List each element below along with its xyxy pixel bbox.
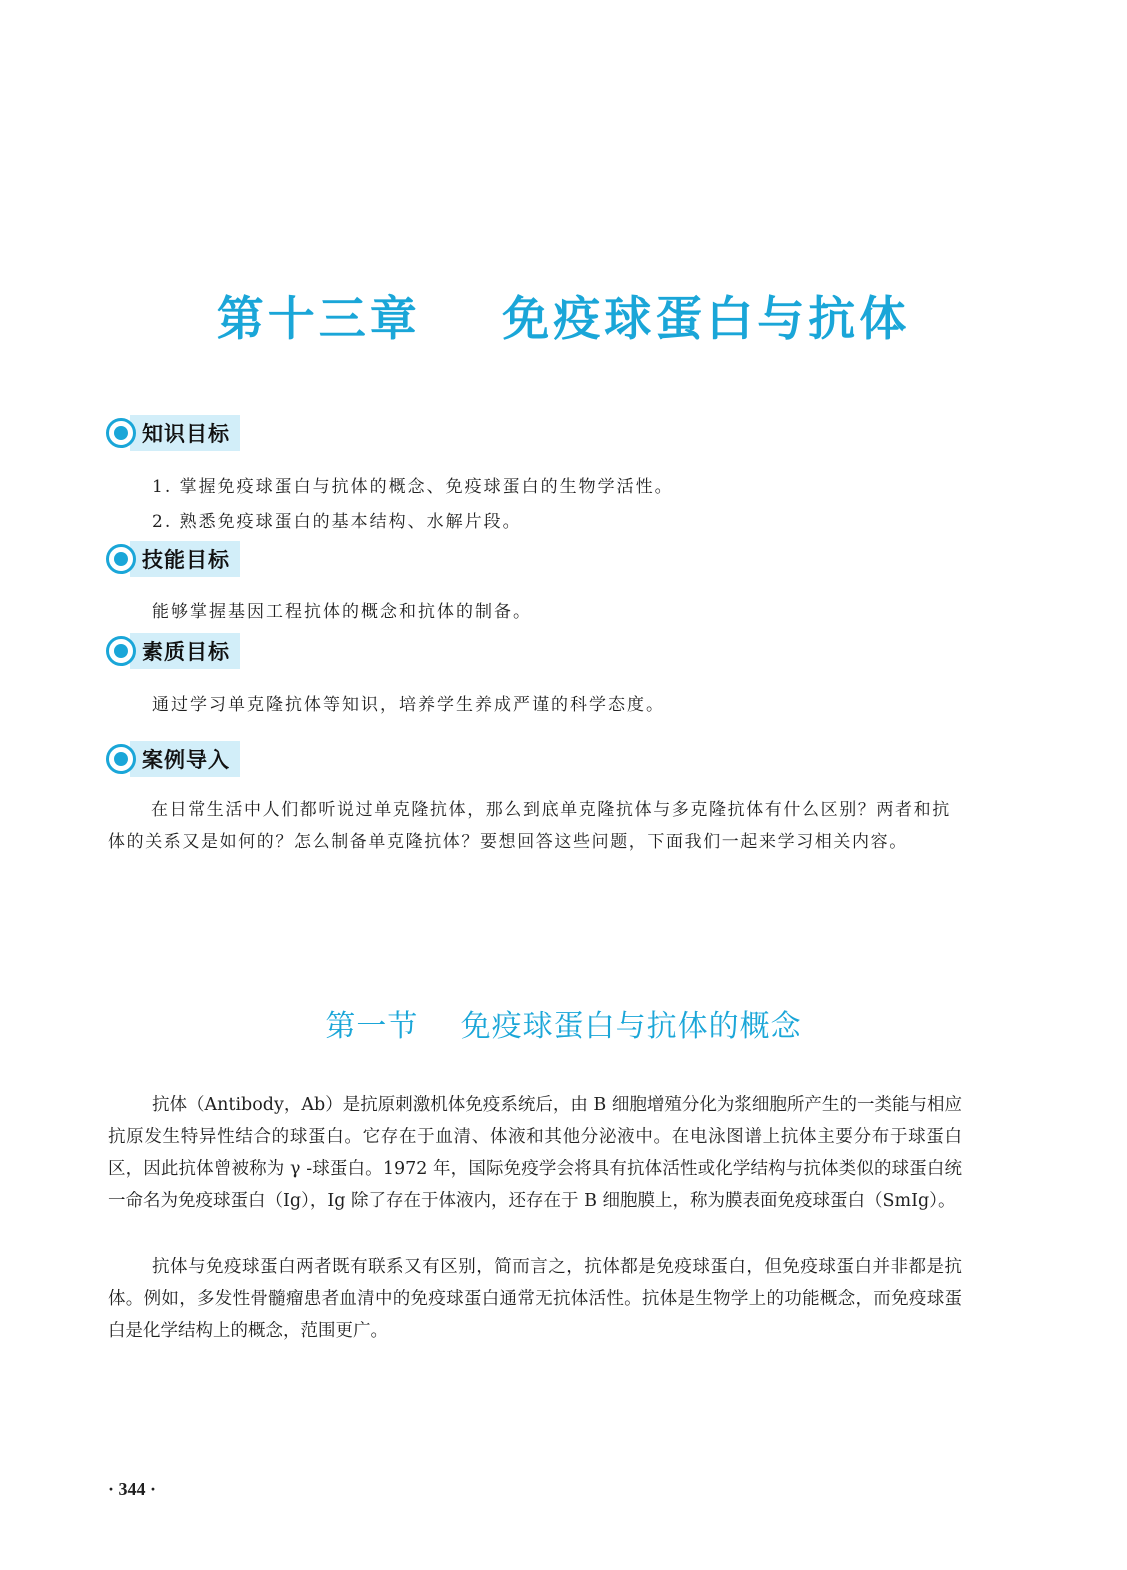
skill-item: 能够掌握基因工程抗体的概念和抗体的制备。 — [152, 602, 532, 622]
target-icon — [106, 418, 136, 448]
heading-label: 素质目标 — [130, 633, 240, 669]
body-paragraph-2: 抗体与免疫球蛋白两者既有联系又有区别，简而言之，抗体都是免疫球蛋白，但免疫球蛋白并非都是抗体。例如，多发性骨髓瘤患者血清中的免疫球蛋白通常无抗体活性。抗体是生物学上的功能概念，而免疫球蛋白是化学结构上的概念，范围更广。 — [108, 1257, 962, 1341]
page-number: · 344 · — [108, 1479, 157, 1499]
target-icon — [106, 544, 136, 574]
chapter-title: 第十三章 免疫球蛋白与抗体 — [216, 292, 911, 347]
knowledge-objectives-heading — [106, 416, 240, 450]
quality-item: 通过学习单克隆抗体等知识，培养学生养成严谨的科学态度。 — [152, 695, 665, 715]
heading-label: 技能目标 — [130, 541, 240, 577]
target-icon — [106, 636, 136, 666]
body-paragraph-1: 抗体（Antibody，Ab）是抗原刺激机体免疫系统后，由 B 细胞增殖分化为浆细胞所产生的一类能与相应抗原发生特异性结合的球蛋白。它存在于血清、体液和其他分泌液中。在电泳图谱上抗体主要分布于球蛋白区，因此抗体曾被称为 γ -球蛋白。1972 年，国际免疫学会将具有抗体活性或化学结构与抗体类似的球蛋白统一命名为免疫球蛋白（Ig），Ig 除了存在于体液内，还存在于 B 细胞膜上，称为膜表面免疫球蛋白（SmIg）。 — [108, 1095, 962, 1211]
skill-objectives-heading — [106, 542, 240, 576]
section-title: 第一节 免疫球蛋白与抗体的概念 — [325, 1009, 802, 1044]
heading-label: 知识目标 — [130, 415, 240, 451]
knowledge-item-1: 1. 掌握免疫球蛋白与抗体的概念、免疫球蛋白的生物学活性。 — [152, 477, 674, 497]
heading-label: 案例导入 — [130, 741, 240, 777]
case-intro-heading — [106, 742, 240, 776]
knowledge-item-2: 2. 熟悉免疫球蛋白的基本结构、水解片段。 — [152, 512, 522, 532]
target-icon — [106, 744, 136, 774]
case-intro-paragraph: 在日常生活中人们都听说过单克隆抗体，那么到底单克隆抗体与多克隆抗体有什么区别？两者和抗体的关系又是如何的？怎么制备单克隆抗体？要想回答这些问题，下面我们一起来学习相关内容。 — [108, 800, 951, 852]
quality-objectives-heading — [106, 634, 240, 668]
